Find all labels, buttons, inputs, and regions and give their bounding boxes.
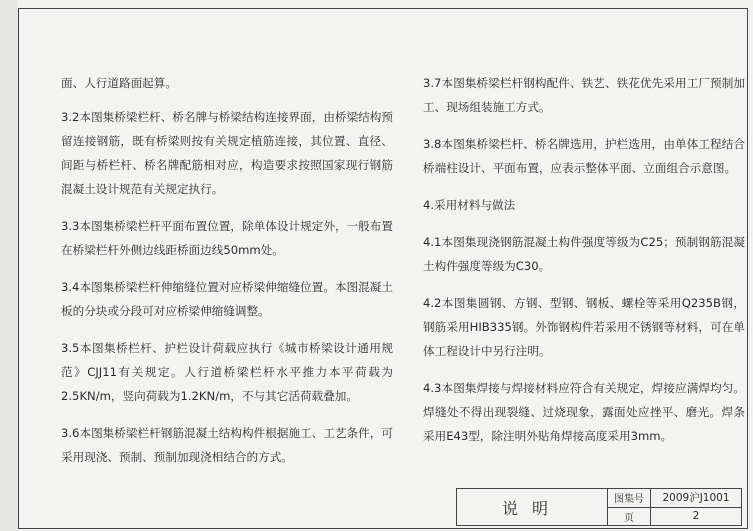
paragraph: 3.4本图集桥梁栏杆伸缩缝位置对应桥梁伸缩缝位置。本图混凝土板的分块或分段可对应桥梁伸缩缝调整。 — [61, 280, 393, 318]
drawing-frame — [18, 8, 748, 529]
paragraph: 3.5本图集桥栏杆、护栏设计荷载应执行《城市桥梁设计通用规范》CJJ11有关规定。人行道桥梁栏杆水平推力本平荷载为2.5KN/m，竖向荷载为1.2KN/m，不与其它活荷载叠加。 — [61, 341, 393, 403]
atlas-number-label: 图集号 — [608, 489, 651, 508]
binding-margin — [0, 0, 18, 531]
paragraph: 面、人行道路面起算。 — [61, 76, 177, 90]
right-text-column — [423, 71, 745, 461]
paragraph: 3.8本图集桥梁栏杆、桥名牌选用，护栏选用，由单体工程结合桥端柱设计、平面布置，应表示整体平面、立面组合示意图。 — [423, 137, 745, 175]
page-label: 页 — [608, 507, 651, 526]
left-text-column — [61, 71, 393, 482]
paragraph: 4.3本图集焊接与焊接材料应符合有关规定，焊接应满焊均匀。焊缝处不得出现裂缝、过烧现象，露面处应挫平、磨光。焊条采用E43型，除注明外贴角焊接高度采用3mm。 — [423, 381, 745, 443]
paragraph: 3.6本图集桥梁栏杆钢筋混凝土结构构件根据施工、工艺条件，可采用现浇、预制、预制加现浇相结合的方式。 — [61, 426, 393, 464]
sheet-title: 说明 — [457, 489, 608, 526]
section-heading: 4.采用材料与做法 — [423, 198, 516, 212]
paragraph: 4.1本图集现浇钢筋混凝土构件强度等级为C25；预制钢筋混凝土构件强度等级为C30。 — [423, 235, 745, 273]
paragraph: 3.2本图集桥梁栏杆、桥名牌与桥梁结构连接界面，由桥梁结构预留连接钢筋，既有桥梁则按有关规定植筋连接，其位置、直径、间距与桥栏杆、桥名牌配筋相对应，构造要求按照国家现行钢筋混凝土设计规范有关规定执行。 — [61, 110, 393, 196]
paragraph: 3.7本图集桥梁栏杆钢构配件、铁艺、铁花优先采用工厂预制加工、现场组装施工方式。 — [423, 76, 745, 114]
atlas-number-value: 2009沪J1001 — [651, 489, 742, 508]
paragraph: 4.2本图集圆钢、方钢、型钢、钢板、螺栓等采用Q235B钢，钢筋采用HIB335钢。外饰钢构件若采用不锈钢等材料，可在单体工程设计中另行注明。 — [423, 296, 745, 358]
page-number: 2 — [651, 507, 742, 526]
title-block — [456, 488, 742, 526]
paragraph: 3.3本图集桥梁栏杆平面布置位置，除单体设计规定外，一般布置在桥梁栏杆外侧边线距桥面边线50mm处。 — [61, 219, 393, 257]
